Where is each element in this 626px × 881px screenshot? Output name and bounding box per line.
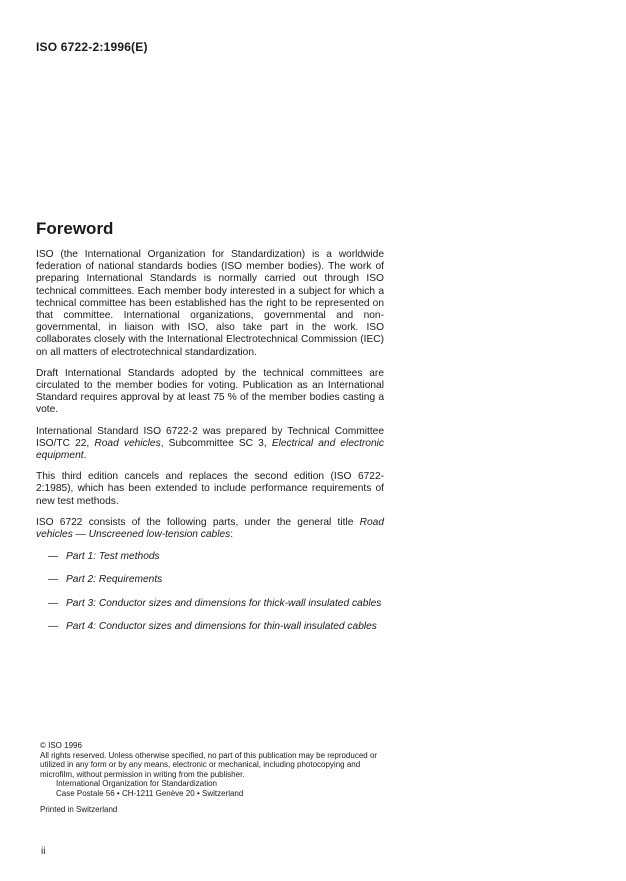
parts-list <box>36 551 384 633</box>
foreword-body <box>36 249 384 644</box>
dash-bullet: — <box>48 597 59 609</box>
publisher-name: International Organization for Standardization <box>56 779 217 789</box>
publisher-address: Case Postale 56 • CH-1211 Genève 20 • Switzerland <box>56 788 244 798</box>
paragraph-parts-intro: ISO 6722 consists of the following parts, under the general title Road vehicles — Unscreened low-tension cables: <box>36 516 384 541</box>
list-item: — Part 2: Requirements <box>48 574 163 586</box>
paragraph-draft-standards: Draft International Standards adopted by the technical committees are circulated to the member bodies for voting. Publication as an International Standard requires approval by at least 75 % of the member bodies casting a vote. <box>36 367 384 416</box>
paragraph-third-edition: This third edition cancels and replaces the second edition (ISO 6722-2:1985), which has been extended to include performance requirements of new test methods. <box>36 471 384 507</box>
list-item: — Part 1: Test methods <box>48 551 160 563</box>
dash-bullet: — <box>48 551 59 563</box>
copyright-notice <box>40 741 390 814</box>
printed-in: Printed in Switzerland <box>40 804 118 814</box>
page-number: ii <box>41 846 46 857</box>
rights-statement: All rights reserved. Unless otherwise specified, no part of this publication may be reproduced or utilized in any form or by any means, electronic or mechanical, including photocopying and microfilm, without permission in writing from the publisher. <box>40 750 378 779</box>
copyright-line: © ISO 1996 <box>40 741 82 750</box>
list-item: — Part 3: Conductor sizes and dimensions for thick-wall insulated cables <box>48 597 382 609</box>
dash-bullet: — <box>48 620 59 632</box>
paragraph-iso-intro: ISO (the International Organization for Standardization) is a worldwide federation of national standards bodies (ISO member bodies). The work of preparing International Standards is normally carried out through ISO technical committees. Each member body interested in a subject for which a technical committee has been established has the right to be represented on that committee. International organizations, governmental and non-governmental, in liaison with ISO, also take part in the work. ISO collaborates closely with the International Electrotechnical Commission (IEC) on all matters of electrotechnical standardization. <box>36 249 384 358</box>
document-id: ISO 6722-2:1996(E) <box>36 40 148 54</box>
dash-bullet: — <box>48 574 59 586</box>
page-title: Foreword <box>36 219 114 238</box>
paragraph-prepared-by: International Standard ISO 6722-2 was prepared by Technical Committee ISO/TC 22, Road vehicles, Subcommittee SC 3, Electrical and electronic equipment. <box>36 425 384 462</box>
list-item: — Part 4: Conductor sizes and dimensions for thin-wall insulated cables <box>48 620 377 632</box>
